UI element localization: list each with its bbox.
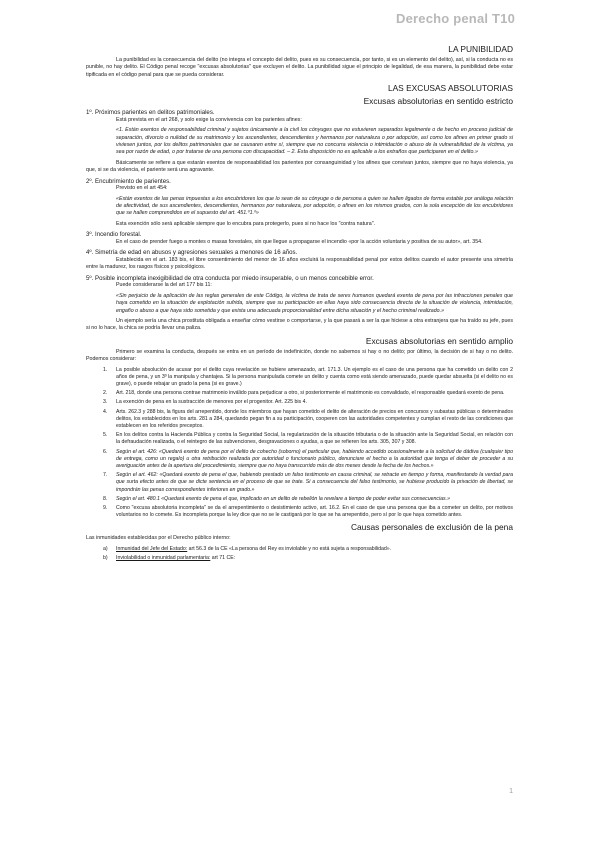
item-3-heading: 3º. Incendio forestal.: [86, 231, 142, 239]
personal-title: Causas personales de exclusión de la pena: [350, 522, 513, 533]
list-item-text: Arts. 262.3 y 288 bis, la figura del arrepentido, donde los miembros que hayan cometido el delito de alteración de precios en concursos y subastas públicas o determinados delitos, los establecidos en los arts. 281 a 284, quedando pegan fin a su participación, cooperen con las autoridades competentes y cumplan el resto de las condiciones que establecen en los referidos preceptos.: [116, 408, 513, 429]
list-item-number: 2.: [103, 390, 108, 397]
list-item-number: 7.: [103, 472, 108, 479]
personal-intro: Las inmunidades establecidas por el Derecho público interno:: [86, 535, 231, 542]
list-item-text: art 71 CE:: [210, 555, 236, 561]
list-item: [86, 555, 513, 562]
list-item-text: La exención de pena en la sustracción de menores por el progenitor. Art. 225 bis 4.: [116, 399, 307, 406]
list-item-text: Art. 218, donde una persona contrae matrimonio inválido para perjudicar a otro, si posteriormente el matrimonio es convalidado, el responsable quedará exento de pena.: [116, 390, 505, 397]
list-item-number: 5.: [103, 432, 108, 439]
list-item: [86, 546, 513, 553]
page-number: 1: [509, 788, 513, 795]
list-item-number: 9.: [103, 504, 108, 511]
list-item: [86, 409, 513, 431]
item-2-quote: «Están exentos de las penas impuestas a los encubridores los que lo sean de su cónyuge o de persona a quien se hallen ligados de forma estable por análoga relación de afectividad, de sus ascendientes, descendientes, hermanos por naturaleza, por adopción, o afines en los mismos grados, con la sola excepción de los encubridores que se hallen comprendidos en el supuesto del art. 451.º1.º»: [116, 195, 513, 217]
list-item-number: 8.: [103, 495, 108, 502]
item-3-text: En el caso de prender fuego a montes o masas forestales, sin que llegue a propagarse el incendio «por la acción voluntaria y positiva de su autor», art. 354.: [116, 238, 483, 245]
intro-paragraph: La punibilidad es la consecuencia del delito (no integra el concepto del delito, pues es su consecuencia, por tanto, si es un elemento del delito), así, si la conducta no es punible, no hay delito. El Código penal recoge "excusas absolutorias" que excluyen el delito. La punibilidad sigue el principio de legalidad, de esa manera, la punibilidad debe estar tipificada en el código penal para que se pueda considerar.: [86, 57, 513, 78]
personal-list: [86, 546, 513, 562]
list-item-text: Según el art. 426: «Quedará exento de pena por el delito de cohecho (soborno) el particular que, habiendo accedido ocasionalmente a la solicitud de dádiva (cualquier tipo de entrega, como un regalo) u otra retribución realizada por autoridad o funcionario público, denunciare el hecho a la autoridad que tenga el deber de proceder a su averiguación antes de la apertura del procedimiento, siempre que no haya transcurrido más de dos meses desde la fecha de los hechos.»: [116, 448, 513, 469]
excusas-title: LAS EXCUSAS ABSOLUTORIAS: [387, 83, 513, 94]
item-5-heading: 5º. Posible incompleta inexigibilidad de otra conducta por miedo insuperable, o un menos concebible error.: [86, 274, 374, 282]
section-title: LA PUNIBILIDAD: [448, 44, 513, 54]
item-5-quote: «Sin perjuicio de la aplicación de las reglas generales de este Código, la víctima de trata de seres humanos quedará exenta de pena por las infracciones penales que haya cometido en la situación de explotación sufrida, siempre que su participación en ellas haya sido consecuencia directa de la situación de violencia, intimidación, engaño o abuso a que haya sido sometida y que exista una adecuada proporcionalidad entre dicha situación y el hecho criminal realizado.»: [116, 292, 513, 314]
item-2-heading: 2º. Encubrimiento de parientes.: [86, 177, 171, 185]
list-item-label: Inmunidad del Jefe del Estado:: [116, 545, 188, 552]
list-item: [86, 505, 513, 519]
list-item-number: 1.: [103, 366, 108, 373]
item-2-explanation: Esta exención sólo será aplicable siempre que lo encubra para protegerlo, pues si no hace los "contra natura".: [116, 220, 376, 227]
item-1-explanation: Básicamente se refiere a que estarán exentos de responsabilidad los parientes por consanguinidad y los afines que convivan juntos, siempre que no haya violencia, ya que, si se da violencia, el pariente será una agravante.: [86, 159, 513, 174]
broad-intro: Primero se examina la conducta, después se entra en un período de indefinición, donde no sabemos si hay o no delito; por último, la decisión de si hay o no delito. Podemos considerar:: [86, 348, 513, 363]
list-item: [86, 367, 513, 389]
item-5-explanation: Un ejemplo sería una chica prostituta obligada a enseñar cómo vestirse o comportarse, y la que pasará a ser la que hiciese a otra extranjera que ha traído su jefe, pues si no lo hace, la chica se podría llevar una paliza.: [86, 317, 513, 332]
list-item-text: Como "excusa absolutoria incompleta" se da el arrepentimiento o desistimiento activo, art. 16.2. En el caso de que una persona que iba a cometer un delito, por motivos voluntarios no lo comete. Es incompleta porque la ley dice que no se le castigará por lo que se ha arrepentido, pero sí por lo que haya cometido antes.: [116, 504, 513, 519]
list-item-number: 3.: [103, 399, 108, 406]
list-item-number: 6.: [103, 448, 108, 455]
list-item: [86, 432, 513, 446]
list-item: [86, 390, 513, 397]
list-item: [86, 449, 513, 471]
list-item-text: art 56.3 de la CE «La persona del Rey es inviolable y no está sujeta a responsabilidad».: [187, 545, 392, 552]
item-5-text: Puede considerarse la del art 177 bis 11:: [116, 282, 212, 289]
item-1-heading: 1º. Próximos parientes en delitos patrimoniales.: [86, 109, 215, 117]
list-item-text: Según el art. 462: «Quedará exento de pena el que, habiendo prestado un falso testimonio en causa criminal, se retracte en tiempo y forma, manifestando la verdad para que surta efecto antes de que se dicte sentencia en el proceso de que se trate. Si a consecuencia del falso testimonio, se hubiese producido la privación de libertad, se impondrán las penas correspondientes inferiores en grado.»: [116, 472, 513, 493]
broad-title: Excusas absolutorias en sentido amplio: [365, 335, 513, 346]
list-item: [86, 496, 513, 503]
item-1-quote: «1. Están exentos de responsabilidad criminal y sujetos únicamente a la civil los cónyuges que no estuvieren separados legalmente o de hecho en proceso judicial de separación, divorcio o nulidad de su matrimonio y los ascendientes, descendientes y hermanos por naturaleza o por adopción, así como los afines en primer grado si viviesen juntos, por los delitos patrimoniales que se causaren entre sí, siempre que no concurra violencia o intimidación o abuso de la vulnerabilidad de la víctima, ya sea por razón de edad, o por tratarse de una persona con discapacidad. – 2. Esta disposición no es aplicable a los extraños que participaren en el delito.»: [116, 127, 513, 156]
list-item-text: Según el art. 480.1 «Quedará exento de pena el que, implicado en un delito de rebelión la revelare a tiempo de poder evitar sus consecuencias.»: [116, 495, 450, 502]
strict-title: Excusas absolutorias en sentido estricto: [363, 96, 513, 107]
list-item: [86, 472, 513, 494]
item-2-text: Previsto en el art 454:: [116, 185, 168, 192]
item-4-text: Establecida en el art. 183 bis, el libre consentimiento del menor de 16 años excluirá la responsabilidad penal por estos delitos cuando el autor presente una simetría entre la madurez, los rasgos físicos y psicológicos.: [86, 256, 513, 271]
list-item-text: La posible absolución de acusar por el delito cuya revelación se hubiere amenazado, art. 171.3. Un ejemplo es el caso de una persona que ha cometido un delito con 2 años de pena, y un 3º la manipula y chantajea. Si la persona manipulada comete un delito y cuenta como está siendo amenazado, puede quedar absuelta (si el delito no es grave), o puede rebajar un grado la pena (si es grave.): [116, 366, 513, 387]
list-item-text: En los delitos contra la Hacienda Pública y contra la Seguridad Social, la regularización de la situación tributaria o de la situación ante la Seguridad Social, en relación con la defraudación realizada, o el reintegro de las subvenciones, desgravaciones o ayudas, a que se refieren los arts. 305, 307 y 308.: [116, 432, 513, 446]
broad-list: [86, 367, 513, 520]
list-item-number: a): [103, 545, 108, 552]
list-item: [86, 399, 513, 406]
item-4-heading: 4º. Simetría de edad en abusos y agresiones sexuales a menores de 16 años.: [86, 249, 298, 257]
list-item-number: 4.: [103, 408, 108, 415]
list-item-label: Inviolabilidad o inmunidad parlamentaria:: [116, 555, 211, 561]
item-1-text: Está prevista en el art 268, y solo exige la convivencia con los parientes afines:: [116, 116, 302, 123]
header-title: Derecho penal T10: [396, 11, 515, 26]
list-item-number: b): [103, 555, 108, 561]
